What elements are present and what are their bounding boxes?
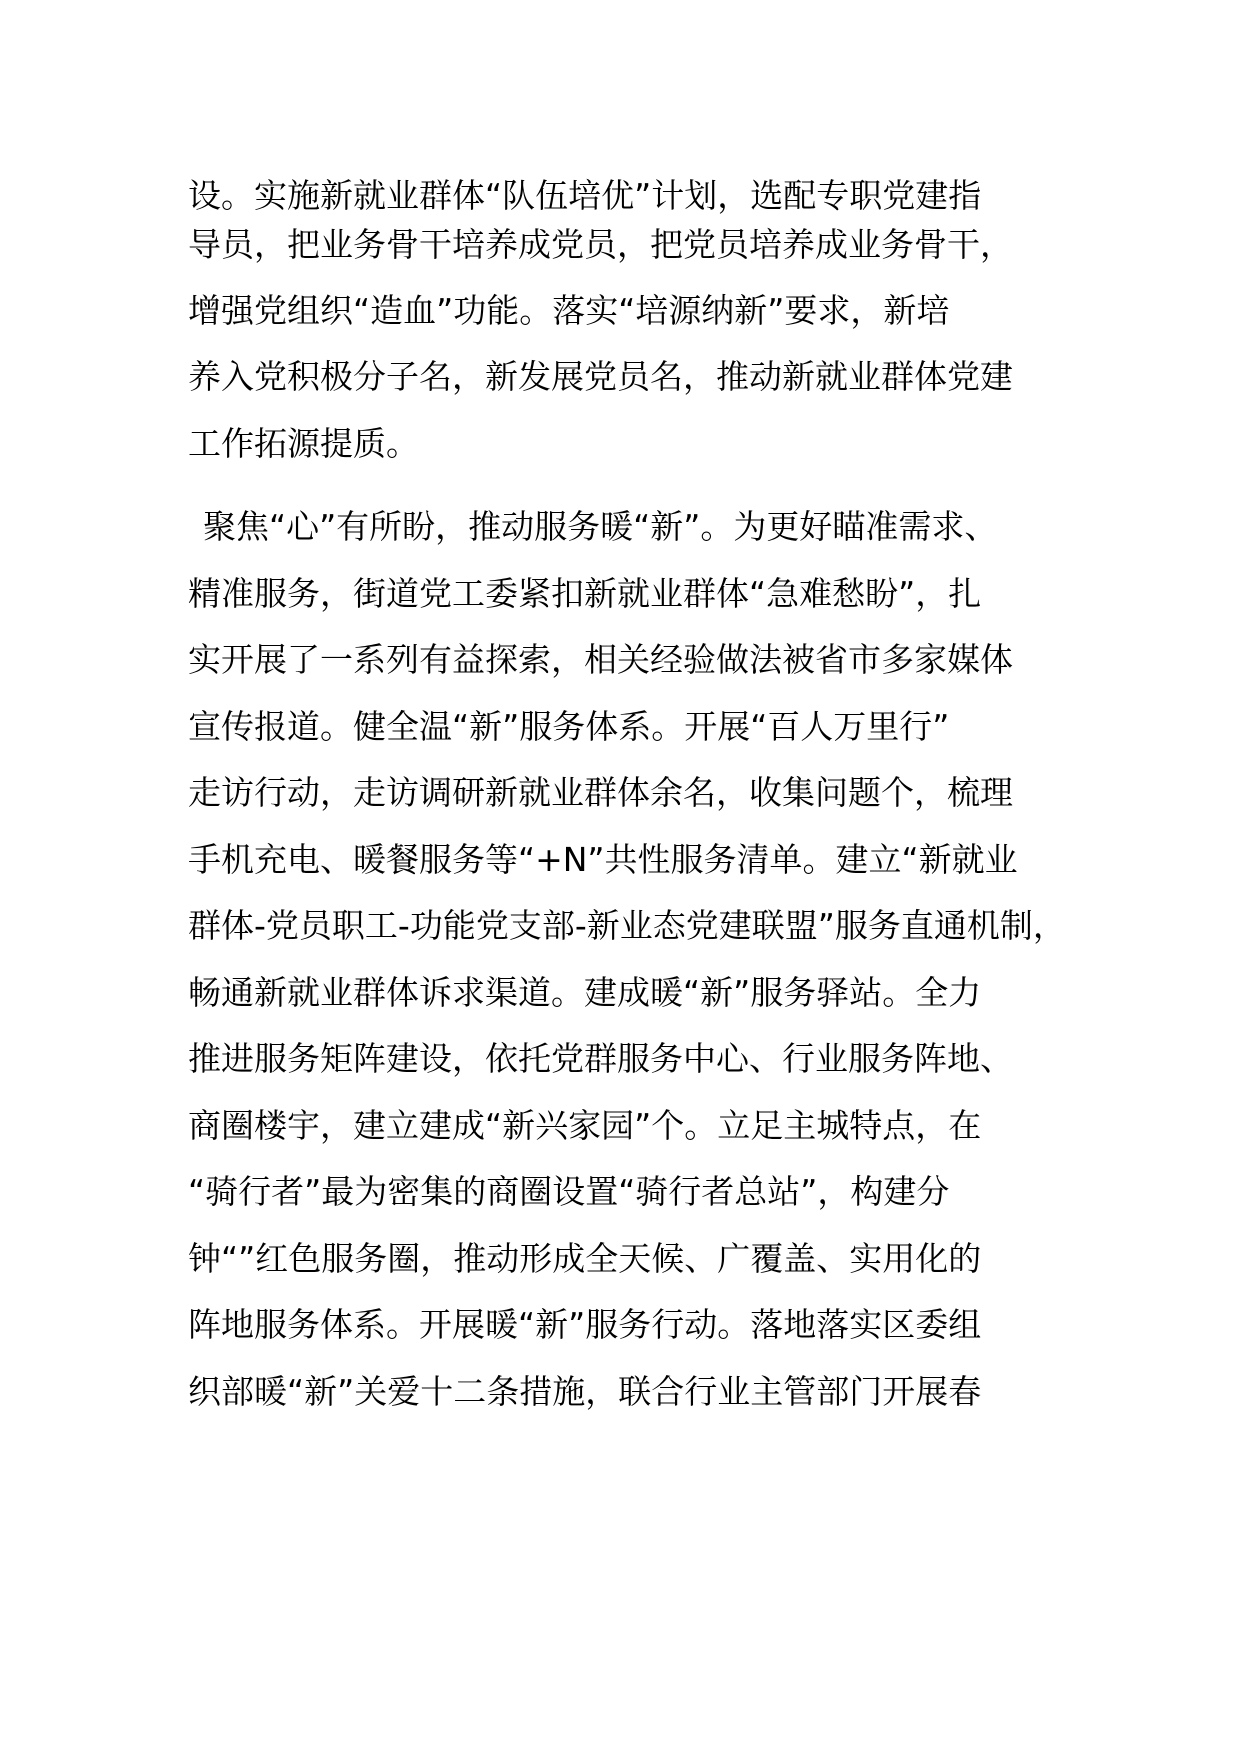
text-line: 实开展了一系列有益探索，相关经验做法被省市多家媒体: [188, 640, 1013, 679]
text-line: 织部暖“新”关爱十二条措施，联合行业主管部门开展春: [188, 1372, 982, 1411]
text-line: 设。实施新就业群体“队伍培优”计划，选配专职党建指: [188, 176, 982, 215]
text-line: 阵地服务体系。开展暖“新”服务行动。落地落实区委组: [188, 1305, 982, 1344]
text-line: 工作拓源提质。: [188, 424, 419, 463]
paragraph-first-line: 聚焦“心”有所盼，推动服务暖“新”。为更好瞄准需求、: [182, 507, 998, 546]
text-line: 宣传报道。健全温“新”服务体系。开展“百人万里行”: [188, 707, 950, 746]
text-line: 商圈楼宇，建立建成“新兴家园”个。立足主城特点，在: [188, 1106, 982, 1145]
text-line: 畅通新就业群体诉求渠道。建成暖“新”服务驿站。全力: [188, 973, 982, 1012]
text-line: 精准服务，街道党工委紧扣新就业群体“急难愁盼”，扎: [188, 574, 982, 613]
text-line: 钟“”红色服务圈，推动形成全天候、广覆盖、实用化的: [188, 1239, 982, 1278]
text-line: 养入党积极分子名，新发展党员名，推动新就业群体党建: [188, 357, 1013, 396]
text-line: 手机充电、暖餐服务等“+N”共性服务清单。建立“新就业: [188, 840, 1018, 879]
text-line: “骑行者”最为密集的商圈设置“骑行者总站”，构建分: [188, 1172, 950, 1211]
text-line: 增强党组织“造血”功能。落实“培源纳新”要求，新培: [188, 291, 950, 330]
text-line: 导员，把业务骨干培养成党员，把党员培养成业务骨干，: [188, 225, 1013, 264]
text-line: 推进服务矩阵建设，依托党群服务中心、行业服务阵地、: [188, 1039, 1013, 1078]
text-line: 走访行动，走访调研新就业群体余名，收集问题个，梳理: [188, 773, 1013, 812]
text-line: 群体-党员职工-功能党支部-新业态党建联盟”服务直通机制，: [188, 906, 1066, 945]
